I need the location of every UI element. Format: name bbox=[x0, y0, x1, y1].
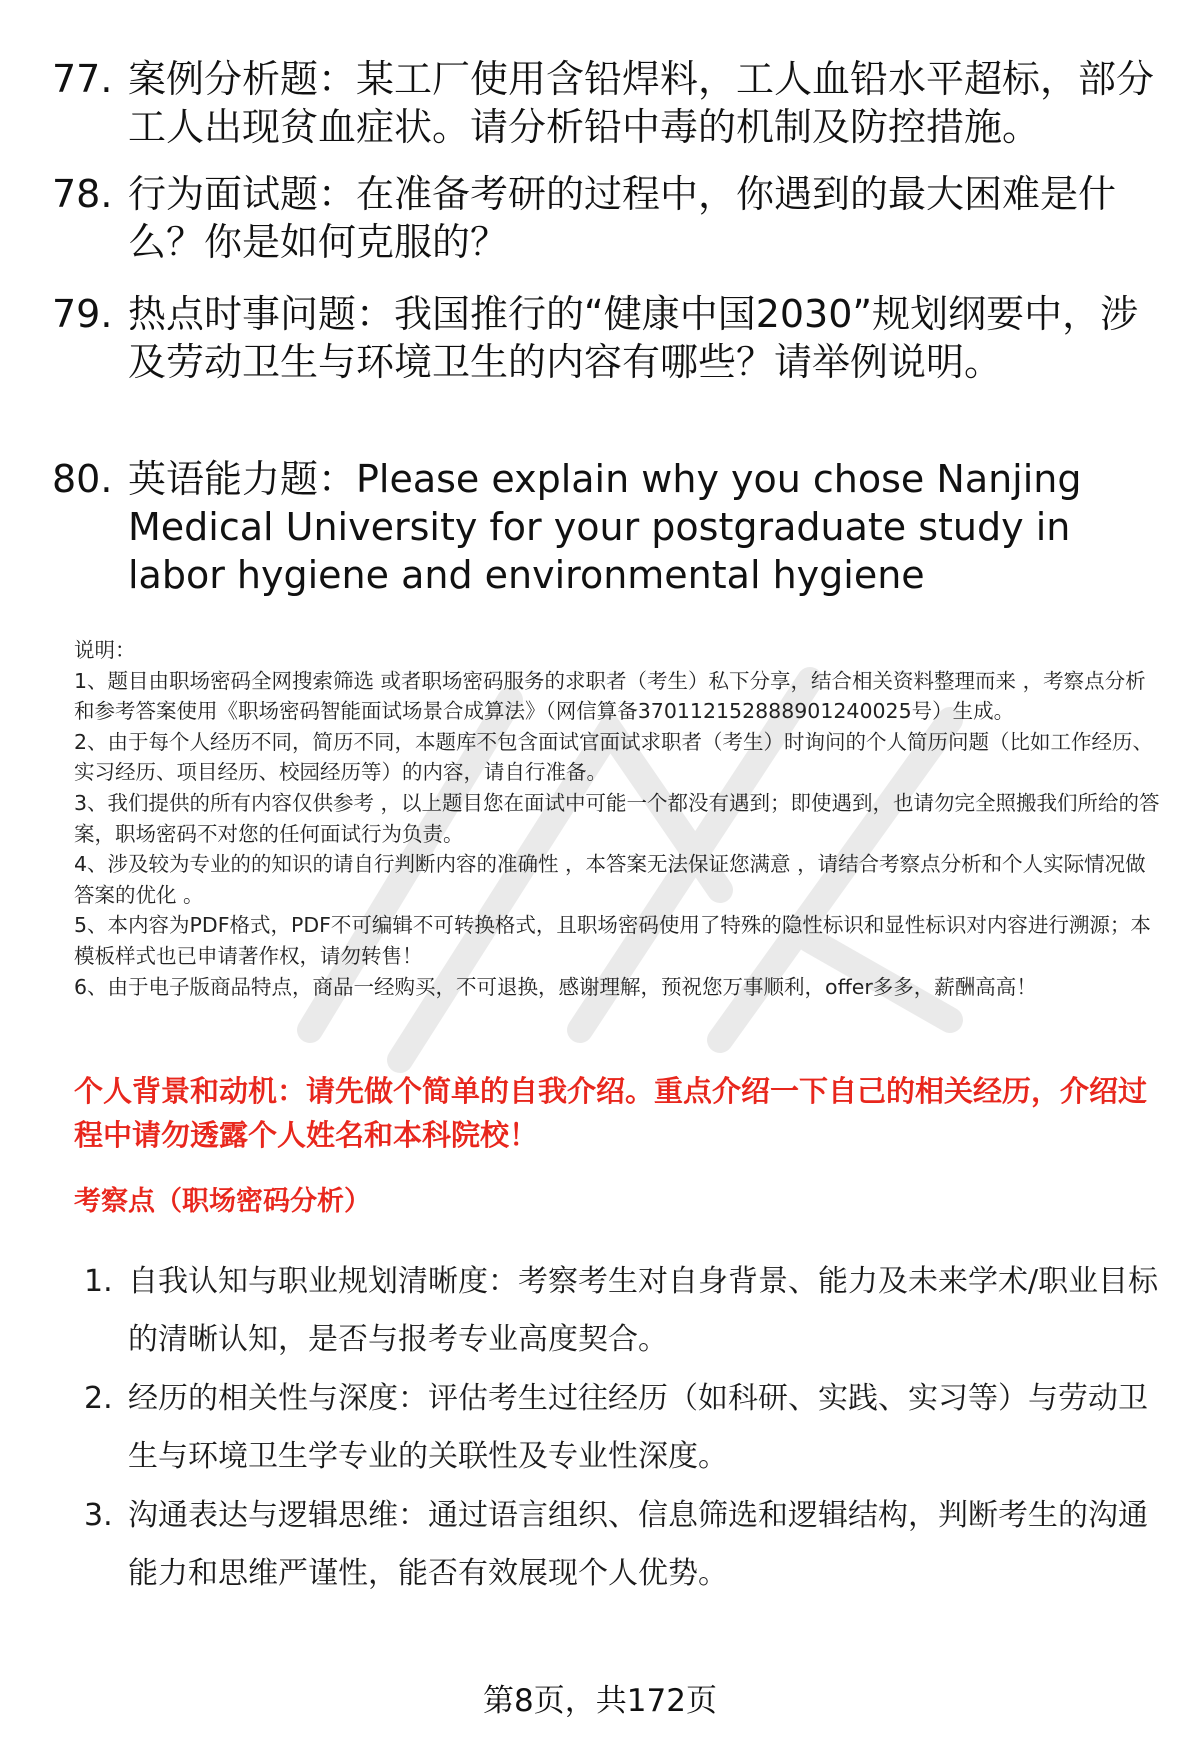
point-text: 自我认知与职业规划清晰度：考察考生对自身背景、能力及未来学术/职业目标的清晰认知，是否与报考专业高度契合。 bbox=[128, 1264, 1159, 1357]
note-item: 6、由于电子版商品特点，商品一经购买，不可退换，感谢理解，预祝您万事顺利，offer多多，薪酬高高！ bbox=[74, 974, 1037, 999]
point-text: 经历的相关性与深度：评估考生过往经历（如科研、实践、实习等）与劳动卫生与环境卫生学专业的关联性及专业性深度。 bbox=[128, 1381, 1148, 1474]
question-number: 80. bbox=[52, 457, 113, 501]
point-number: 1. bbox=[84, 1264, 113, 1299]
question-number: 79. bbox=[52, 292, 113, 336]
point-text: 沟通表达与逻辑思维：通过语言组织、信息筛选和逻辑结构，判断考生的沟通能力和思维严谨性，能否有效展现个人优势。 bbox=[128, 1498, 1148, 1591]
point-number: 3. bbox=[84, 1498, 113, 1533]
note-item: 1、题目由职场密码全网搜索筛选 或者职场密码服务的求职者（考生）私下分享，结合相关资料整理而来 ，考察点分析和参考答案使用《职场密码智能面试场景合成算法》（网信算备370112152888901240025号）生成。 bbox=[74, 668, 1146, 724]
point-number: 2. bbox=[84, 1381, 113, 1416]
notes-title: 说明： bbox=[74, 638, 136, 662]
disclaimer-notes bbox=[74, 635, 1164, 1002]
question-text: 英语能力题：Please explain why you chose Nanjing Medical University for your postgraduate study in labor hygiene and environmental hygiene bbox=[128, 457, 1082, 597]
question-number: 77. bbox=[52, 57, 113, 101]
question-text: 热点时事问题：我国推行的“健康中国2030”规划纲要中，涉及劳动卫生与环境卫生的内容有哪些？请举例说明。 bbox=[128, 292, 1139, 384]
section-subheading: 考察点（职场密码分析） bbox=[74, 1186, 371, 1217]
question-text: 案例分析题：某工厂使用含铅焊料，工人血铅水平超标，部分工人出现贫血症状。请分析铅中毒的机制及防控措施。 bbox=[128, 57, 1155, 149]
page-number: 第8页，共172页 bbox=[483, 1683, 717, 1719]
note-item: 4、涉及较为专业的的知识的请自行判断内容的准确性 ，本答案无法保证您满意 ，请结合考察点分析和个人实际情况做答案的优化 。 bbox=[74, 852, 1146, 907]
question-number: 78. bbox=[52, 172, 113, 216]
section-heading: 个人背景和动机：请先做个简单的自我介绍。重点介绍一下自己的相关经历，介绍过程中请勿透露个人姓名和本科院校！ bbox=[74, 1074, 1148, 1152]
note-item: 2、由于每个人经历不同，简历不同，本题库不包含面试官面试求职者（考生）时询问的个人简历问题（比如工作经历、实习经历、项目经历、校园经历等）的内容，请自行准备。 bbox=[74, 729, 1154, 785]
question-text: 行为面试题：在准备考研的过程中，你遇到的最大困难是什么？你是如何克服的？ bbox=[128, 172, 1117, 264]
note-item: 5、本内容为PDF格式，PDF不可编辑不可转换格式，且职场密码使用了特殊的隐性标识和显性标识对内容进行溯源；本模板样式也已申请著作权，请勿转售！ bbox=[74, 913, 1151, 968]
note-item: 3、我们提供的所有内容仅供参考 ，以上题目您在面试中可能一个都没有遇到；即使遇到，也请勿完全照搬我们所给的答案，职场密码不对您的任何面试行为负责。 bbox=[74, 790, 1160, 846]
